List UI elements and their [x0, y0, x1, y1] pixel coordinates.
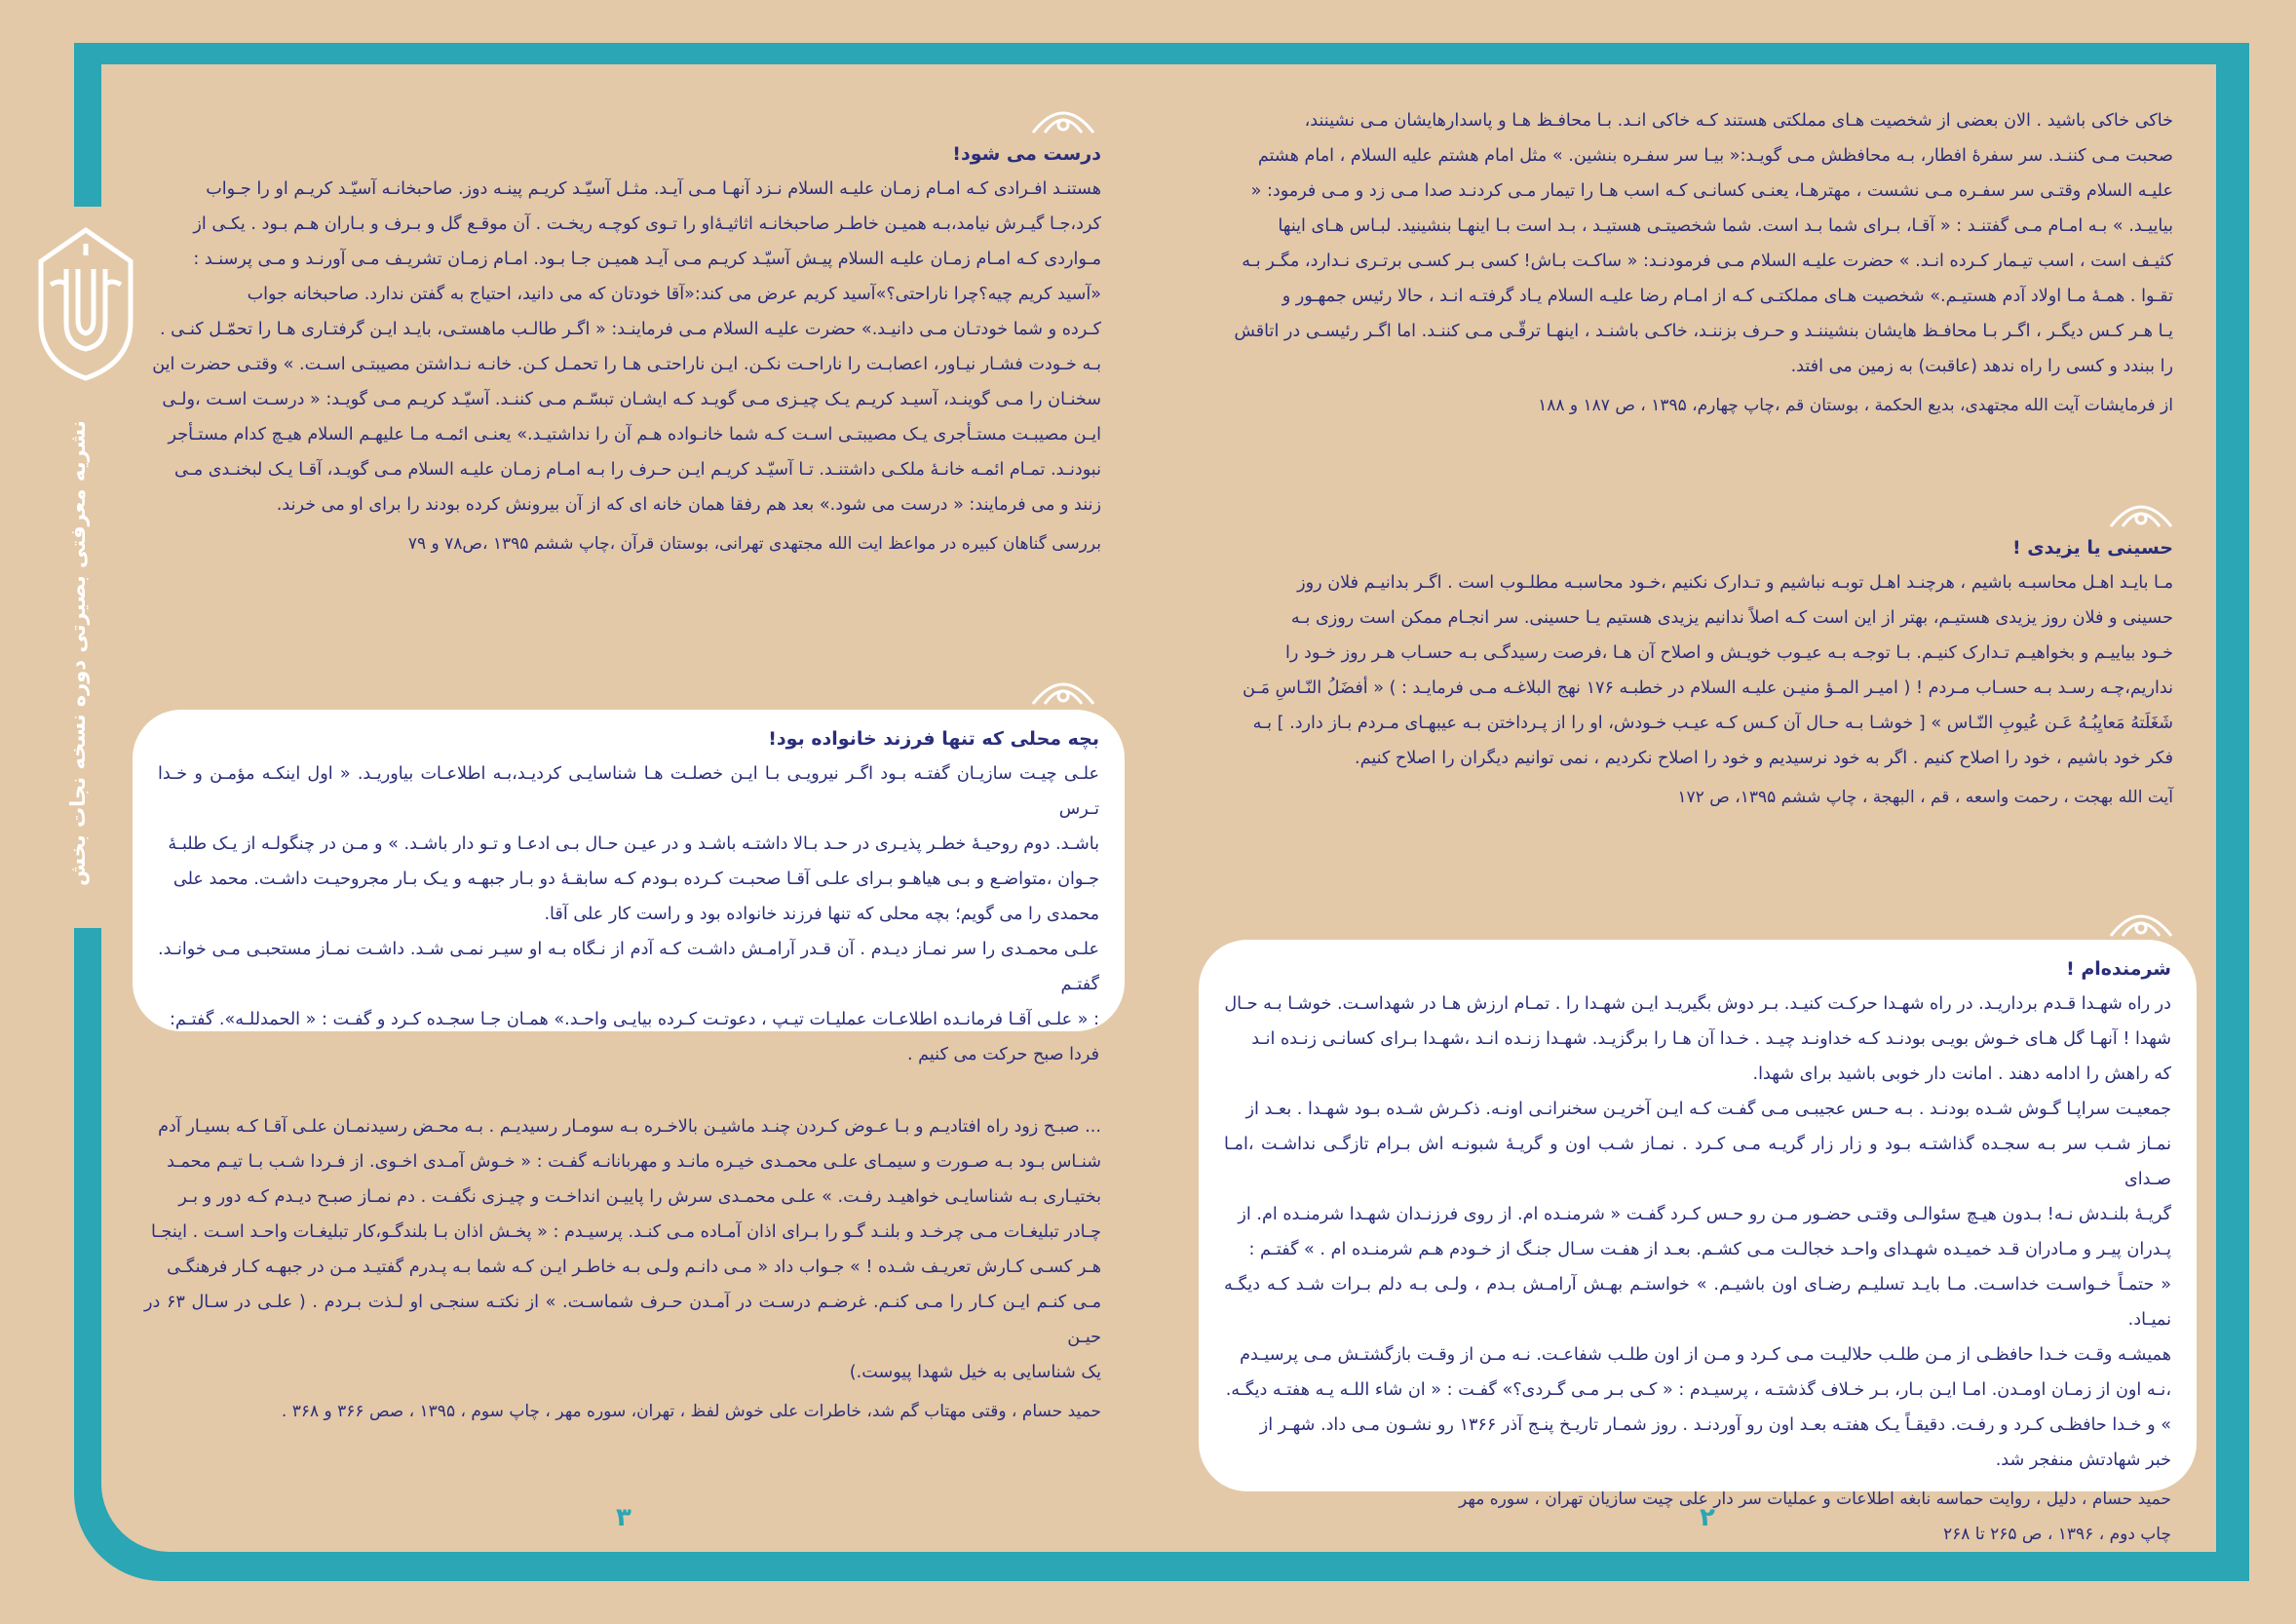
article-line: محمدی را می گویم؛ بچه محلی که تنها فرزند خانواده بود و راست کار علی آقا.	[544, 905, 1099, 924]
ornament-icon	[1027, 671, 1099, 708]
article-line: پـدران پیـر و مـادران قـد خمیـده شهـدای واحـد خجالـت مـی کشـم. بعـد از هفـت سـال جنـگ از خـودم هـم شرمنـده ام . » گفتـم :	[1248, 1240, 2171, 1259]
article-line: همیشـه وقـت خـدا حافظـی از مـن طلـب حلالیـت مـی کـرد و مـن از اون طلـب شفاعـت. نـه مـن از وقـت بازگشتـش مـی پرسیـدم	[1240, 1345, 2171, 1365]
article-line: : « علـی آقـا فرمانـده اطلاعـات عملیـات تیـپ ، دعوتـت کـرده بیایـی واحـد.» همـان جـا سجـده کـرد و گفـت : « الحمدللـه». گفتـم:	[169, 1010, 1099, 1029]
publication-logo-icon	[29, 226, 142, 382]
article-line: علـی چیـت سازیـان گفتـه بـود اگـر نیرویـی بـا ایـن خصلـت هـا شناسایـی کردیـد،بـه اطلاعـات بیاوریـد. « اول اینکـه مؤمـن و خـدا تـرس	[158, 764, 1099, 819]
article-line: کثیـف است ، اسب تیـمار کـرده انـد. » حضرت علیـه السلام مـی فرمودنـد: « ساکـت بـاش! کسی بـر کسـی برتـری نـدارد، مگـر بـه	[1242, 251, 2173, 271]
article-line: شَغَلَتهُ مَعايِبُـهُ عَـن عُيوبِ النّـاس » [ خوشـا بـه حـال آن کـس کـه عیـب خـودش، او را از پـرداختن بـه عیبهـای مـردم بـاز دارد. ] بـه	[1252, 714, 2173, 733]
article-line: « حتمـاً خـواسـت خداسـت. مـا بایـد تسلیـم رضـای اون باشیـم. » خواستـم بهـش آرامـش بـدم ، ولـی بـه دلم بـرات شـد کـه دیگـه نمیـاد.	[1224, 1275, 2171, 1330]
article-line: علـی محمـدی را سر نمـاز دیـدم . آن قـدر آرامـش داشـت کـه آدم از نـگاه بـه او سیـر نمـی شـد. داشـت نمـاز مستحبـی مـی خوانـد. گفتـم	[158, 940, 1099, 994]
article-line: جمعیـت سراپـا گـوش شـده بودنـد . بـه حـس عجیبـی مـی گفـت کـه ایـن آخریـن سخنرانـی اونـه. ذکـرش شـده بـود شهـدا . بعـد از	[1245, 1100, 2171, 1119]
article-line: کـرده و شما خودتـان مـی دانیـد.» حضرت علیـه السلام مـی فرماینـد: « اگـر طالـب ماهستـی، بایـد ایـن گرفتـاری هـا را تحمّـل کنـی .	[159, 320, 1101, 339]
page-number-left: ۳	[616, 1503, 631, 1532]
article-line: خاکی خاکی باشید . الان بعضی از شخصیت هـای مملکتی هستند کـه خاکی انـد. بـا محافـظ هـا و پاسدارهایشان مـی نشینند،	[1304, 111, 2173, 131]
article-line: ... صبـح زود راه افتادیـم و بـا عـوض کـردن چنـد ماشیـن بالاخـره بـه سومـار رسیدیـم . بـه محـض رسیدنمـان علـی آقـا کـه بسیـار آدم	[158, 1117, 1101, 1137]
article-title: حسینی یا یزیدی !	[2011, 537, 2173, 559]
article-line: » و خـدا حافظـی کـرد و رفـت. دقیقـاً یـک هفتـه بعـد اون رو آوردنـد . روز شمـار تاریـخ پنـج آذر ۱۳۶۶ رو نشـون مـی داد. شهـر از	[1259, 1415, 2171, 1435]
article-line: گریـۀ بلنـدش نـه! بـدون هیـچ سئوالـی وقتـی حضـور مـن رو حـس کـرد گفـت « شرمنـده ام. از روی فرزنـدان شهـدا شرمنـده ام. از	[1238, 1205, 2171, 1224]
article-line: باشـد. دوم روحیـۀ خطـر پذیـری در حـد بـالا داشتـه باشـد و در عیـن حـال بـی ادعـا و تـو دار باشـد. » و مـن در چنگولـه از یـک طلبـۀ	[168, 834, 1099, 854]
article-line: که راهش را ادامه دهند . امانت دار خوبی باشید برای شهدا.	[1752, 1064, 2171, 1084]
article-line: شهدا ! آنهـا گل هـای خـوش بویـی بودنـد کـه خداونـد چیـد . خـدا آن هـا را برگزیـد. شهـدا زنـده انـد ،شهـدا بـرای کسانـی زنـده انـد	[1251, 1029, 2171, 1049]
article-line: خبر شهادتش منفجر شد.	[1995, 1450, 2171, 1470]
article-source: آیت الله بهجت ، رحمت واسعه ، قم ، البهجة ، چاپ ششم ۱۳۹۵، ص ۱۷۲	[1677, 788, 2173, 807]
article-line: بیاییـد. » بـه امـام مـی گفتنـد : « آقـا، بـرای شما بـد است. شما شخصیتـی هستیـد ، بـد است بـا اینهـا بنشینید. لبـاس هـای اینها	[1278, 216, 2173, 236]
article-line: نبودنـد. تمـام ائمـه خانـۀ ملکـی داشتنـد. تـا آسیّـد کریـم ایـن حـرف را بـه امـام زمـان علیـه السلام مـی گویـد، آقـا یـک لبخنـدی مـی	[173, 460, 1101, 480]
article-khaki	[1226, 103, 2173, 423]
article-line: بـه خـودت فشـار نیـاور، اعصابـت را ناراحـت نکـن. ایـن ناراحتـی هـا را تحمـل کـن. خانـه نـداشتن مصیبتـی اسـت. » وقتـی حضرت این	[152, 355, 1101, 374]
article-hosseini-yazidi	[1226, 530, 2173, 815]
article-source: بررسی گناهان کبیره در مواعظ ایت الله مجتهدی تهرانی، بوستان قرآن ،چاپ ششم ۱۳۹۵ ،ص۷۸ و ۷۹	[407, 534, 1101, 554]
article-title: بچه محلی که تنها فرزند خانواده بود!	[768, 728, 1099, 750]
article-line: خـود بیاییـم و بخواهیـم تـدارک کنیـم. بـا توجـه بـه عیـوب خویـش و اصلاح آن هـا ،فرصت رسیدگـی بـه حسـاب هـر روز خـود را	[1285, 643, 2173, 663]
article-card-bache-mahalli	[133, 710, 1125, 1064]
article-line: در راه شهـدا قـدم برداریـد. در راه شهـدا حرکـت کنیـد. بـر دوش بگیریـد ایـن شهـدا را . تمـام ارزش هـا در شهداسـت. خوشـا بـه حـال	[1224, 994, 2171, 1014]
article-card-sharmandeam	[1199, 940, 2197, 1544]
article-sobh-zood	[144, 1109, 1101, 1429]
article-line: جـوان ،متواضـع و بـی هیاهـو بـرای علـی آقـا صحبـت کـرده بـودم کـه سابقـۀ دو بـار جبهـه و یـک بـار مجروحیـت داشـت. محمد علی	[172, 870, 1099, 889]
article-line: بختیـاری بـه شناسایـی خواهیـد رفـت. » علـی محمـدی سرش را پاییـن انداخـت و چیـزی نگفـت . دم نمـاز صبـح دیـدم کـه دور و بـر	[178, 1187, 1101, 1207]
article-source: حمید حسام ، دلیل ، روایت حماسه نابغه اطلاعات و عملیات سر دار علی چیت سازیان تهران ، سوره مهر	[1459, 1489, 2171, 1509]
article-line: شنـاس بـود بـه صـورت و سیمـای علـی محمـدی خیـره مانـد و مهربانانـه گفـت : « خـوش آمـدی اخـوی. از فـردا شـب بـا تیـم محمـد	[167, 1152, 1101, 1172]
article-line: یک شناسایی به خیل شهدا پیوست.)	[849, 1363, 1101, 1382]
article-line: زنند و می فرمایند: « درست می شود.» بعد هم رفقا همان خانه ای که از آن بیرونش کرده بودند را برای او می خرند.	[276, 495, 1101, 515]
article-line: تقـوا . همـۀ مـا اولاد آدم هستیـم.» شخصیت هـای مملکتـی کـه از امـام رضا علیـه السلام یـاد گرفتـه انـد ، حالا رئیس جمهـور و	[1282, 287, 2173, 306]
article-line: «آسید کریم چیه؟چرا ناراحتی؟»آسید کریم عرض می کند:«آقا خودتان که می دانید، احتیاج به گفتن ندارد. صاحبخانه جواب	[247, 285, 1101, 304]
article-line: سخنـان را مـی گوینـد، آسیـد کریـم یـک چیـزی مـی گویـد کـه ایشـان تبسّـم مـی کننـد. آسیّـد کریـم مـی گویـد: « درسـت اسـت ،ولـی	[162, 390, 1101, 409]
article-line: را ببندد و کسی را راه ندهد (عاقبت) به زمین می افتد.	[1790, 357, 2173, 376]
article-line: فردا صبح حرکت می کنیم .	[906, 1045, 1099, 1064]
article-line: فکر خود باشیم ، خود را اصلاح کنیم . اگر به خود نرسیدیم و خود را اصلاح نکردیم ، نمی توانیم دیگران را اصلاح کنیم.	[1355, 749, 2173, 768]
article-line: کرد،جـا گیـرش نیامد،بـه همیـن خاطـر صاحبخانـه اثاثیـۀاو را تـوی کوچـه ریخـت . آن موقـع گل و بـرف و بـاران هـم بـود . یکـی از	[193, 214, 1101, 234]
page-number-right: ۲	[1700, 1503, 1715, 1532]
article-line: نمـاز شـب سر بـه سجـده گذاشتـه بـود و زار زار گریـه مـی کـرد . نمـاز شـب اون و گریـۀ شبونـه اش بـرام تازگـی نداشـت ،امـا صـدای	[1224, 1135, 2171, 1189]
article-dorost-mishavad	[144, 136, 1101, 561]
article-line: صحبت مـی کننـد. سر سفرۀ افطار، بـه محافظش مـی گویـد:« بیـا سر سفـره بنشین. » مثل امام هشتم علیه السلام ، امام هشتم	[1257, 146, 2173, 166]
article-line: یـا هـر کـس دیگـر ، اگـر بـا محافـظ هایشان بنشیننـد و حـرف بزننـد، خاکـی باشنـد ، اینهـا ترقّـی مـی کننـد. اما اگـر رئیسـی در اتاقش	[1234, 322, 2173, 341]
article-title: شرمنده‌ام !	[2066, 958, 2171, 980]
article-line: علیـه السلام وقتـی سر سفـره مـی نشست ، مهترهـا، یعنـی کسانـی کـه اسب هـا را تیمار مـی کردنـد صدا مـی زد و مـی فرمود: «	[1250, 181, 2173, 201]
article-source: از فرمایشات آیت الله مجتهدی، بدیع الحکمة ، بوستان قم ،چاپ چهارم، ۱۳۹۵ ، ص ۱۸۷ و ۱۸۸	[1538, 396, 2173, 415]
article-line: ،نـه اون از زمـان اومـدن. امـا ایـن بـار، بـر خـلاف گذشتـه ، پرسیـدم : « کـی بـر مـی گـردی؟» گفـت : « ان شاء اللـه یـه هفتـه دیگـه.	[1225, 1380, 2171, 1400]
ornament-icon	[1027, 99, 1099, 136]
article-line: چـادر تبلیغـات مـی چرخـد و بلنـد گـو را بـرای اذان آمـاده مـی کنـد. پرسیـدم : « پخـش اذان بـا بلندگـو،کار تبلیغـات واحـد اسـت . اینجـا	[151, 1222, 1101, 1242]
article-line: حسینی و فلان روز یزیدی هستیـم، بهتر از این است کـه اصلاً ندانیم یزیدی هستیم یـا حسینی. سر انجـام ممکن است روزی بـه	[1290, 608, 2173, 628]
article-line: ایـن مصیبـت مستـأجری یـک مصیبتـی اسـت کـه شما خانـواده هـم آن را نداشتیـد.» یعنـی ائمـه مـا علیهـم السلام هیـچ کدام مستـأجر	[168, 425, 1101, 445]
article-line: مـا بایـد اهـل محاسبـه باشیم ، هرچنـد اهـل توبـه نباشیم و تـدارک نکنیم ،خـود محاسبـه مطلـوب است . اگـر بدانیـم فلان روز	[1297, 573, 2173, 593]
vertical-publication-title: نشریه معرفتی بصیرتی دوره نسخه نجات بخش	[66, 420, 90, 886]
ornament-icon	[2105, 493, 2177, 530]
article-title: درست می شود!	[952, 143, 1101, 165]
article-source: چاپ دوم ، ۱۳۹۶ ، ص ۲۶۵ تا ۲۶۸	[1942, 1525, 2171, 1544]
article-line: نداریم،چـه رسـد بـه حسـاب مـردم ! ( امیـر المـؤ منیـن علیـه السلام در خطبـه ۱۷۶ نهج البلاغـه مـی فرمایـد : ) « أفضَلُ النّـاسِ مَـن	[1243, 678, 2173, 698]
article-line: هـر کسـی کـارش تعریـف شـده ! » جـواب داد « مـی دانـم ولـی بـه خاطـر ایـن کـه شما بـه پـدرم گفتیـد مـن در جبهـه کـار فرهنگـی	[167, 1257, 1101, 1277]
article-source: حمید حسام ، وقتی مهتاب گم شد، خاطرات علی خوش لفظ ، تهران، سوره مهر ، چاپ سوم ، ۱۳۹۵ ، صص ۳۶۶ و ۳۶۸ .	[281, 1402, 1101, 1421]
ornament-icon	[2105, 903, 2177, 940]
article-line: مـی کنـم ایـن کـار را مـی کنـم. غرضـم درسـت در آمـدن حـرف شماسـت. » از نکتـه سنجـی او لـذت بـردم . ( علـی در سـال ۶۳ در حیـن	[144, 1293, 1101, 1347]
article-line: هستنـد افـرادی کـه امـام زمـان علیـه السلام نـزد آنهـا مـی آیـد. مثـل آسیّـد کریـم پینـه دوز. صاحبخانـه آسیّـد کریـم او را جـواب	[206, 179, 1101, 199]
article-line: مـواردی کـه امـام زمـان علیـه السلام پیـش آسیّـد کریـم مـی آیـد همیـن جـا بـود. امـام زمـان تشریـف مـی آورنـد و مـی پرسنـد :	[193, 250, 1101, 269]
